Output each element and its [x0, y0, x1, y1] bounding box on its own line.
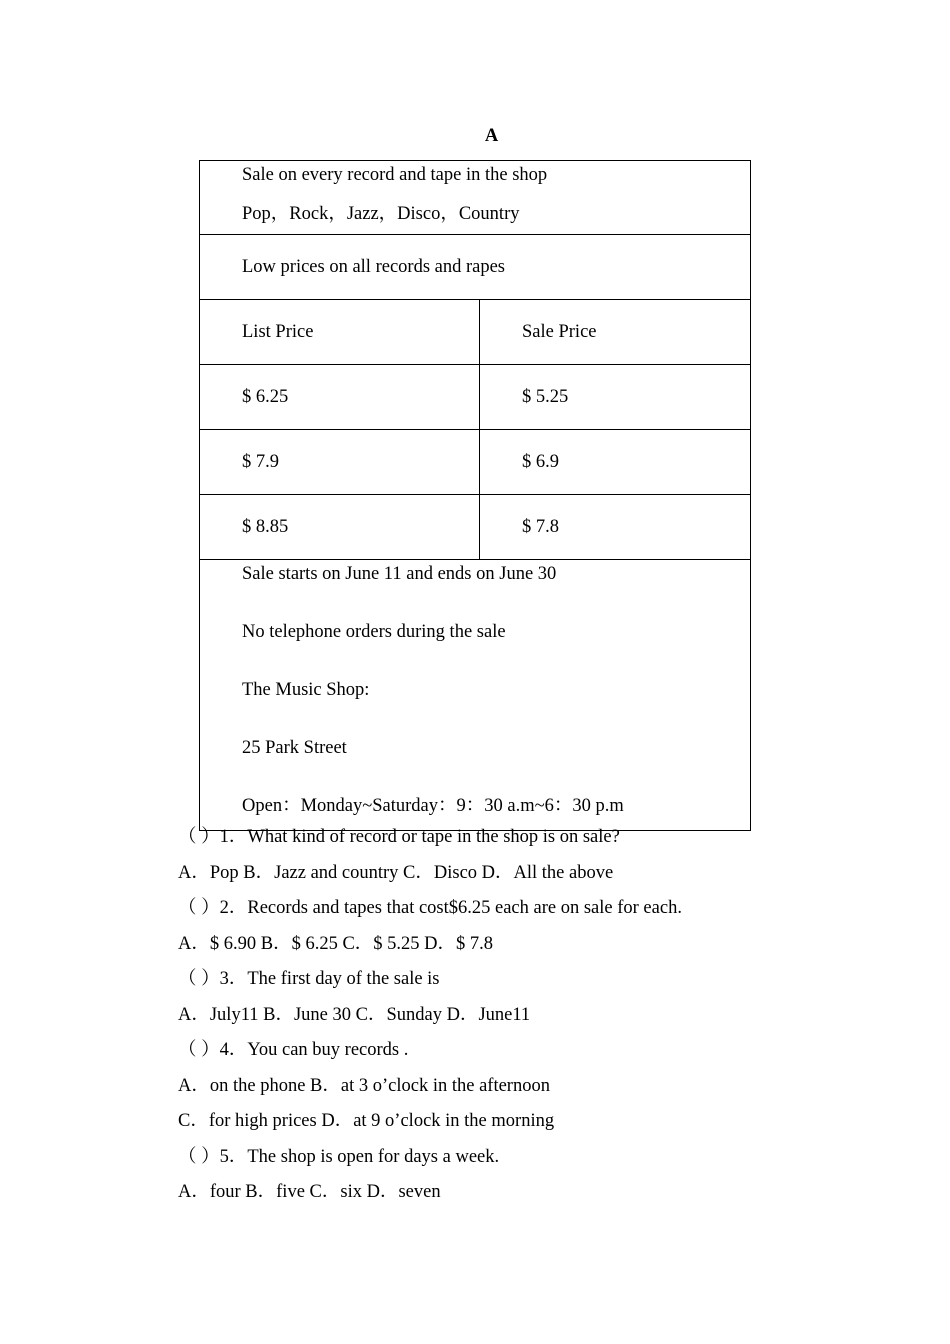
question-stem: （ ）3．The first day of the sale is	[178, 969, 440, 989]
ad-footer-line: Open：Monday~Saturday：9：30 a.m~6：30 p.m	[242, 796, 624, 816]
list-price-cell: $ 6.25	[200, 365, 480, 430]
question-stem: （ ）4．You can buy records .	[178, 1040, 409, 1060]
sale-price-cell: $ 5.25	[480, 365, 751, 430]
question-options: A．$ 6.90 B．$ 6.25 C．$ 5.25 D．$ 7.8	[178, 933, 494, 954]
section-title: A	[484, 126, 499, 146]
ad-footer-line: The Music Shop:	[242, 680, 370, 700]
sale-price-header: Sale Price	[480, 300, 751, 365]
question-options: A．four B．five C．six D．seven	[178, 1182, 441, 1202]
ad-footer-cell	[200, 560, 751, 831]
question-stem: （ ）1．What kind of record or tape in the shop is on sale?	[178, 827, 620, 847]
ad-header-line: Pop，Rock，Jazz，Disco，Country	[242, 204, 520, 224]
question-options: A．July11 B．June 30 C．Sunday D．June11	[178, 1004, 531, 1025]
list-price-cell: $ 7.9	[200, 430, 480, 495]
question-options: C．for high prices D．at 9 o’clock in the morning	[178, 1111, 555, 1131]
low-prices-cell: Low prices on all records and rapes	[200, 235, 751, 300]
sale-price-cell: $ 6.9	[480, 430, 751, 495]
question-options: A．Pop B．Jazz and country C．Disco D．All the above	[178, 862, 614, 883]
ad-header-line: Sale on every record and tape in the shop	[242, 165, 548, 185]
question-list	[178, 822, 878, 1213]
question-stem: （ ）2．Records and tapes that cost$6.25 each are on sale for each.	[178, 898, 682, 918]
ad-header-cell	[200, 161, 751, 235]
advertisement-table	[199, 160, 751, 831]
list-price-header: List Price	[200, 300, 480, 365]
question-options: A．on the phone B．at 3 o’clock in the afternoon	[178, 1075, 550, 1096]
ad-footer-line: Sale starts on June 11 and ends on June 30	[242, 564, 557, 584]
sale-price-cell: $ 7.8	[480, 495, 751, 560]
ad-footer-line: 25 Park Street	[242, 738, 347, 758]
ad-footer-line: No telephone orders during the sale	[242, 622, 506, 642]
list-price-cell: $ 8.85	[200, 495, 480, 560]
question-stem: （ ）5．The shop is open for days a week.	[178, 1146, 500, 1167]
